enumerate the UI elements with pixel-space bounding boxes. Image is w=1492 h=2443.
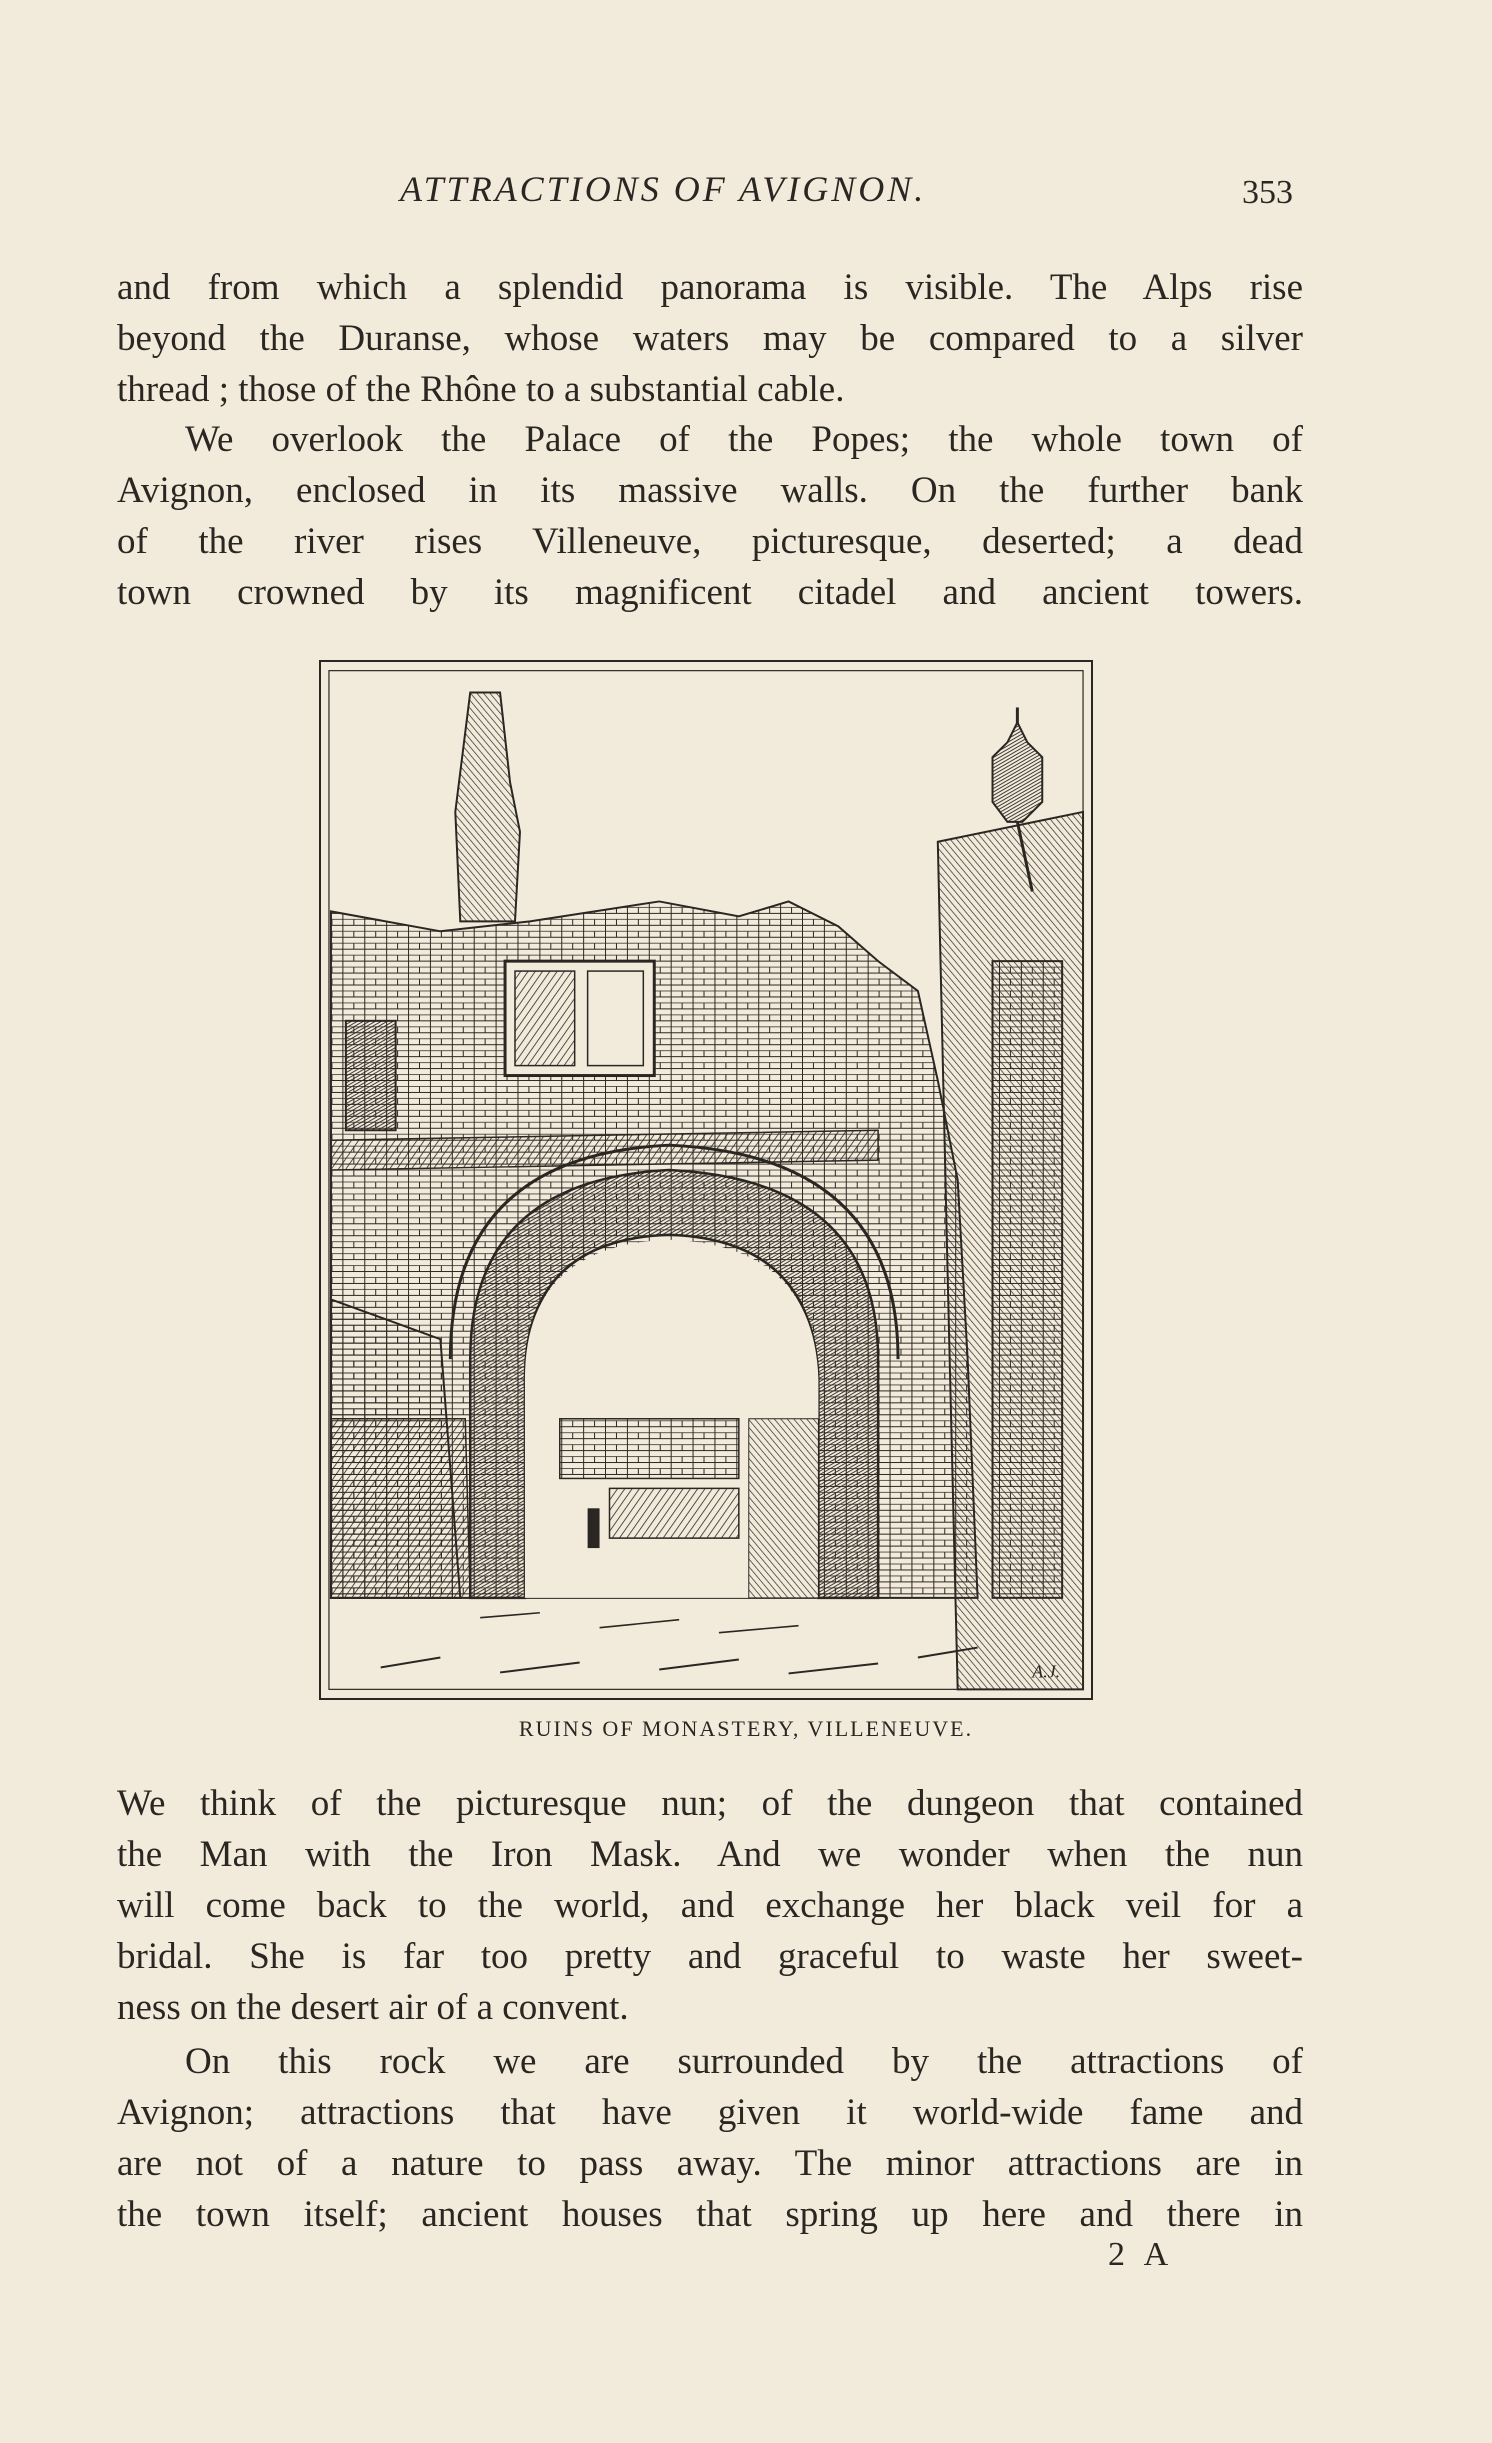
running-title: ATTRACTIONS OF AVIGNON.	[400, 169, 927, 209]
engraving-image	[321, 662, 1091, 1698]
text-line: will come back to the world, and exchange her black veil for a	[117, 1885, 1303, 1926]
text-line: beyond the Duranse, whose waters may be compared to a silver	[117, 318, 1303, 359]
text-line: thread ; those of the Rhône to a substantial cable.	[117, 369, 845, 410]
signature-mark: 2 A	[1108, 2236, 1175, 2273]
text-line: We think of the picturesque nun; of the dungeon that contained	[117, 1783, 1303, 1824]
paragraph-4	[117, 2036, 1303, 2240]
text-line: and from which a splendid panorama is visible. The Alps rise	[117, 267, 1303, 308]
text-line: Avignon, enclosed in its massive walls. On the further bank	[117, 470, 1303, 511]
text-line: ness on the desert air of a convent.	[117, 1987, 629, 2028]
illustration-ruins-monastery	[319, 660, 1093, 1700]
page-number: 353	[1242, 174, 1293, 211]
figure-caption: RUINS OF MONASTERY, VILLENEUVE.	[518, 1716, 974, 1741]
text-line: On this rock we are surrounded by the attractions of	[185, 2041, 1303, 2082]
artist-signature: A.J.	[1032, 1661, 1061, 1682]
text-line: bridal. She is far too pretty and graceful to waste her sweet-	[117, 1936, 1303, 1977]
text-line: town crowned by its magnificent citadel and ancient towers.	[117, 572, 1303, 613]
text-line: of the river rises Villeneuve, picturesque, deserted; a dead	[117, 521, 1303, 562]
paragraph-1	[117, 262, 1303, 415]
paragraph-2	[117, 414, 1303, 618]
text-line: the Man with the Iron Mask. And we wonder when the nun	[117, 1834, 1303, 1875]
text-line: Avignon; attractions that have given it world-wide fame and	[117, 2092, 1303, 2133]
text-line: are not of a nature to pass away. The minor attractions are in	[117, 2143, 1303, 2184]
text-line: the town itself; ancient houses that spring up here and there in	[117, 2194, 1303, 2235]
running-head	[0, 168, 1492, 218]
text-line: We overlook the Palace of the Popes; the whole town of	[185, 419, 1303, 460]
paragraph-3	[117, 1778, 1303, 2033]
